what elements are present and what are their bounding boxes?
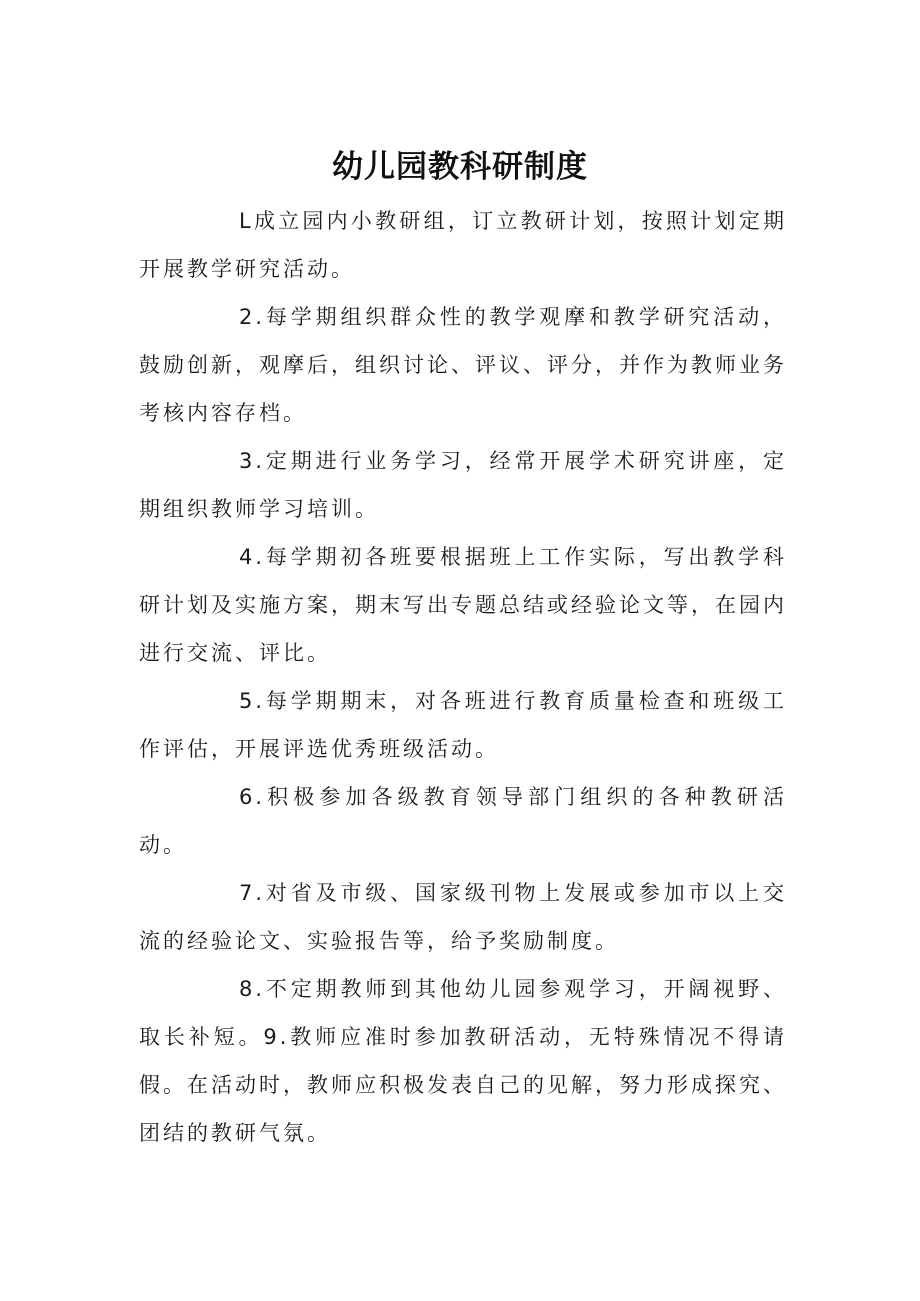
rule-text: .每学期初各班要根据班上工作实际，写出教学科研计划及实施方案，期末写出专题总结或经验论文等，在园内进行交流、评比。 [139,545,787,665]
rule-number: L [239,209,254,233]
rule-text: .积极参加各级教育领导部门组织的各种教研活动。 [139,785,787,857]
rule-number: 2 [239,305,256,329]
rule-item-2 [139,293,787,437]
rule-text: .每学期期末，对各班进行教育质量检查和班级工作评估，开展评选优秀班级活动。 [139,689,787,761]
rule-text: .每学期组织群众性的教学观摩和教学研究活动，鼓励创新，观摩后，组织讨论、评议、评分，并作为教师业务考核内容存档。 [139,305,787,425]
rule-item-6 [139,773,787,869]
document-body [139,197,787,1157]
rule-number: 4 [239,545,256,569]
rule-text: 成立园内小教研组，订立教研计划，按照计划定期开展教学研究活动。 [139,209,787,281]
document-title: 幼儿园教科研制度 [332,148,588,185]
rule-text: .不定期教师到其他幼儿园参观学习，开阔视野、取长补短。9.教师应准时参加教研活动，无特殊情况不得请假。在活动时，教师应积极发表自己的见解，努力形成探究、团结的教研气氛。 [139,977,787,1145]
rule-item-3 [139,437,787,533]
rule-number: 7 [239,881,256,905]
rule-item-7 [139,869,787,965]
rule-number: 3 [239,449,256,473]
rule-text: .定期进行业务学习，经常开展学术研究讲座，定期组织教师学习培训。 [139,449,787,521]
rule-item-1 [139,197,787,293]
rule-text: .对省及市级、国家级刊物上发展或参加市以上交流的经验论文、实验报告等，给予奖励制度。 [139,881,787,953]
rule-item-5 [139,677,787,773]
rule-number: 8 [239,977,256,1001]
rule-item-4 [139,533,787,677]
rule-item-8 [139,965,787,1157]
rule-number: 6 [239,785,256,809]
rule-number: 5 [239,689,256,713]
